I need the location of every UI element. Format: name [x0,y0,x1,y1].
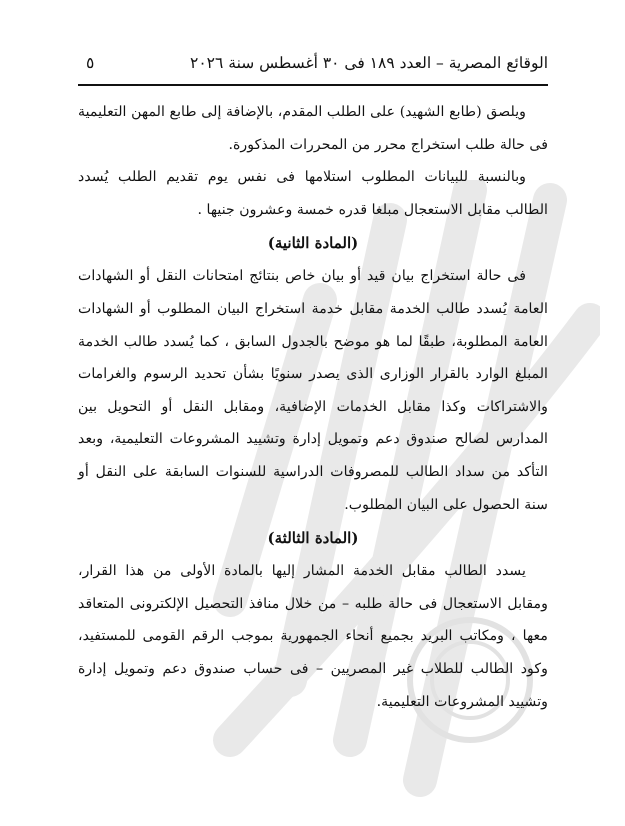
article-2-heading: (المادة الثانية) [267,234,359,253]
gazette-title: الوقائع المصرية – العدد ١٨٩ فى ٣٠ أغسطس سنة ٢٠٢٦ [190,54,548,72]
document-body [78,96,548,718]
article-3-text: يسدد الطالب مقابل الخدمة المشار إليها بالمادة الأولى من هذا القرار، ومقابل الاستعجال فى حالة طلبه – من خلال منافذ التحصيل الإلكترونى المتعاقد معها ، ومكاتب البريد بجميع أنحاء الجمهورية بموجب الرقم القومى للمستفيد، وكود الطالب للطلاب غير المصريين – فى حساب صندوق دعم وتمويل إدارة وتشييد المشروعات التعليمية. [78,563,548,710]
article-2-text: فى حالة استخراج بيان قيد أو بيان خاص بنتائج امتحانات النقل أو الشهادات العامة يُسدد طالب الخدمة مقابل خدمة استخراج البيان المطلوب أو الشهادات العامة المطلوبة، طبقًا لما هو موضح بالجدول السابق ، كما يُسدد طالب الخدمة المبلغ الوارد بالقرار الوزارى الذى يصدر سنويًا بشأن تحديد الرسوم والغرامات والاشتراكات وكذا مقابل الخدمات الإضافية، ومقابل النقل أو التحويل بين المدارس لصالح صندوق دعم وتمويل إدارة وتشييد المشروعات التعليمية، وبعد التأكد من سداد الطالب للمصروفات الدراسية للسنوات السابقة على النقل أو سنة الحصول على البيان المطلوب. [78,268,548,513]
paragraph-urgent-fee: وبالنسبة للبيانات المطلوب استلامها فى نفس يوم تقديم الطلب يُسدد الطالب مقابل الاستعجال مبلغا قدره خمسة وعشرون جنيها . [78,169,548,218]
page-header [78,54,548,80]
paragraph-stamp: ويلصق (طابع الشهيد) على الطلب المقدم، بالإضافة إلى طابع المهن التعليمية فى حالة طلب استخراج محرر من المحررات المذكورة. [78,104,548,153]
header-divider [78,84,548,86]
article-3-heading: (المادة الثالثة) [267,529,359,548]
page-number: ٥ [86,54,95,72]
